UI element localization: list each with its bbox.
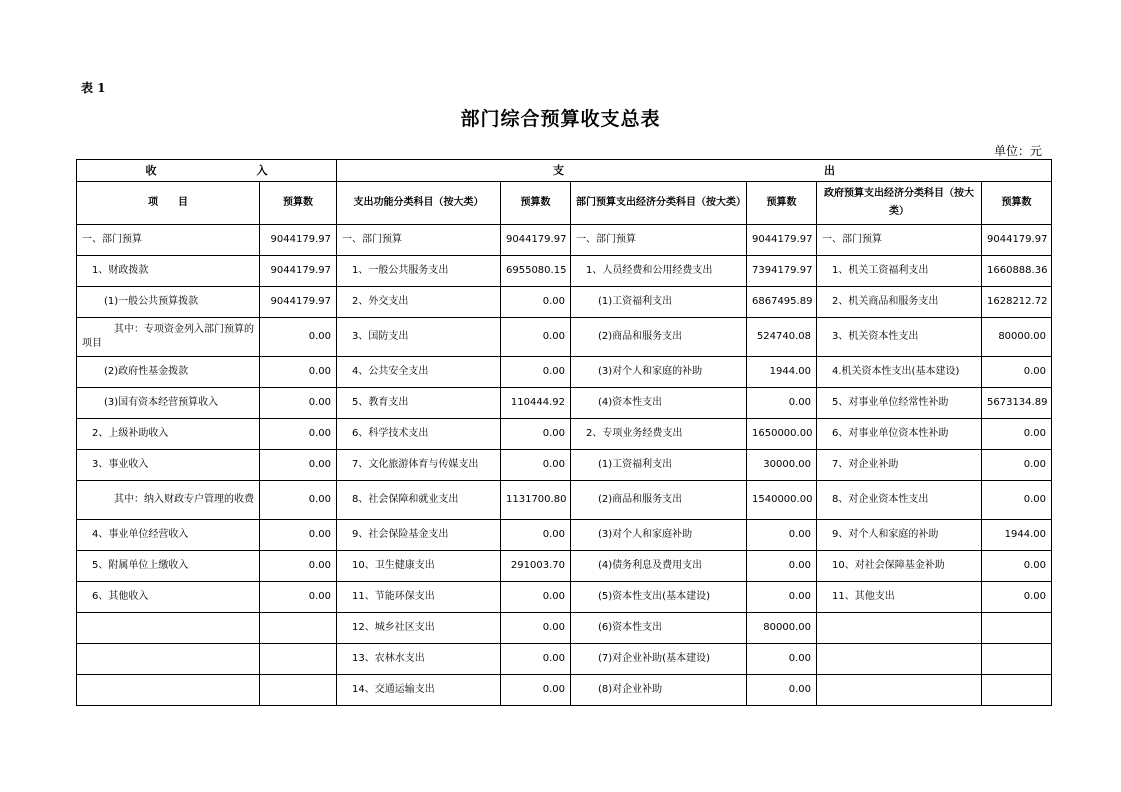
income-budget: 0.00 xyxy=(260,582,337,613)
header-dept-economic-category: 部门预算支出经济分类科目（按大类） xyxy=(571,182,747,225)
table-row xyxy=(77,582,1052,613)
income-budget: 0.00 xyxy=(260,450,337,481)
functional-budget: 9044179.97 xyxy=(501,225,571,256)
functional-item: 7、文化旅游体育与传媒支出 xyxy=(337,450,501,481)
income-budget: 0.00 xyxy=(260,388,337,419)
income-item: (2)政府性基金拨款 xyxy=(77,357,260,388)
dept-economic-budget: 0.00 xyxy=(747,551,817,582)
gov-economic-item: 9、对个人和家庭的补助 xyxy=(817,520,982,551)
dept-economic-budget: 7394179.97 xyxy=(747,256,817,287)
functional-item: 2、外交支出 xyxy=(337,287,501,318)
budget-summary-table xyxy=(76,159,1052,706)
dept-economic-item: (3)对个人和家庭补助 xyxy=(571,520,747,551)
income-budget xyxy=(260,613,337,644)
income-item xyxy=(77,613,260,644)
dept-economic-budget: 1650000.00 xyxy=(747,419,817,450)
table-row xyxy=(77,613,1052,644)
functional-item: 14、交通运输支出 xyxy=(337,675,501,706)
income-item: 4、事业单位经营收入 xyxy=(77,520,260,551)
table-row xyxy=(77,419,1052,450)
income-budget: 0.00 xyxy=(260,481,337,520)
income-item: 3、事业收入 xyxy=(77,450,260,481)
table-row xyxy=(77,644,1052,675)
income-item: (3)国有资本经营预算收入 xyxy=(77,388,260,419)
dept-economic-budget: 0.00 xyxy=(747,582,817,613)
functional-item: 8、社会保障和就业支出 xyxy=(337,481,501,520)
functional-budget: 1131700.80 xyxy=(501,481,571,520)
gov-economic-budget: 1660888.36 xyxy=(982,256,1052,287)
dept-economic-item: (2)商品和服务支出 xyxy=(571,318,747,357)
gov-economic-item: 11、其他支出 xyxy=(817,582,982,613)
functional-budget: 0.00 xyxy=(501,675,571,706)
gov-economic-budget xyxy=(982,675,1052,706)
table-row xyxy=(77,318,1052,357)
dept-economic-item: 2、专项业务经费支出 xyxy=(571,419,747,450)
dept-economic-item: (4)资本性支出 xyxy=(571,388,747,419)
gov-economic-budget: 1944.00 xyxy=(982,520,1052,551)
gov-economic-budget: 0.00 xyxy=(982,551,1052,582)
table-row xyxy=(77,551,1052,582)
income-item: 其中：纳入财政专户管理的收费 xyxy=(77,481,260,520)
gov-economic-budget: 5673134.89 xyxy=(982,388,1052,419)
gov-economic-item: 10、对社会保障基金补助 xyxy=(817,551,982,582)
gov-economic-budget: 0.00 xyxy=(982,481,1052,520)
gov-economic-budget xyxy=(982,613,1052,644)
dept-economic-item: (8)对企业补助 xyxy=(571,675,747,706)
gov-economic-budget: 0.00 xyxy=(982,582,1052,613)
income-item: 6、其他收入 xyxy=(77,582,260,613)
income-budget: 0.00 xyxy=(260,357,337,388)
gov-economic-item: 7、对企业补助 xyxy=(817,450,982,481)
functional-budget: 0.00 xyxy=(501,520,571,551)
gov-economic-item xyxy=(817,675,982,706)
gov-economic-item: 2、机关商品和服务支出 xyxy=(817,287,982,318)
section-header-row xyxy=(77,160,1052,182)
gov-economic-item: 5、对事业单位经常性补助 xyxy=(817,388,982,419)
expense-section-header xyxy=(337,160,1052,182)
functional-item: 一、部门预算 xyxy=(337,225,501,256)
header-gov-economic-category: 政府预算支出经济分类科目（按大类） xyxy=(817,182,982,225)
table-row xyxy=(77,388,1052,419)
dept-economic-budget: 0.00 xyxy=(747,520,817,551)
gov-economic-budget: 0.00 xyxy=(982,450,1052,481)
dept-economic-item: (1)工资福利支出 xyxy=(571,450,747,481)
income-budget: 9044179.97 xyxy=(260,256,337,287)
income-item xyxy=(77,644,260,675)
income-budget: 0.00 xyxy=(260,318,337,357)
functional-item: 5、教育支出 xyxy=(337,388,501,419)
functional-item: 12、城乡社区支出 xyxy=(337,613,501,644)
dept-economic-item: (6)资本性支出 xyxy=(571,613,747,644)
table-row xyxy=(77,481,1052,520)
unit-label: 单位：元 xyxy=(993,144,1042,158)
table-row xyxy=(77,225,1052,256)
gov-economic-budget: 0.00 xyxy=(982,419,1052,450)
income-budget xyxy=(260,675,337,706)
page-title: 部门综合预算收支总表 xyxy=(460,108,661,130)
header-item: 项 目 xyxy=(77,182,260,225)
gov-economic-item: 4.机关资本性支出(基本建设) xyxy=(817,357,982,388)
gov-economic-item xyxy=(817,613,982,644)
header-functional-category: 支出功能分类科目（按大类） xyxy=(337,182,501,225)
table-row xyxy=(77,287,1052,318)
income-budget: 0.00 xyxy=(260,419,337,450)
income-budget: 0.00 xyxy=(260,551,337,582)
dept-economic-budget: 0.00 xyxy=(747,675,817,706)
functional-budget: 0.00 xyxy=(501,644,571,675)
income-item: 一、部门预算 xyxy=(77,225,260,256)
dept-economic-budget: 6867495.89 xyxy=(747,287,817,318)
dept-economic-item: 一、部门预算 xyxy=(571,225,747,256)
functional-item: 10、卫生健康支出 xyxy=(337,551,501,582)
table-row xyxy=(77,357,1052,388)
dept-economic-item: (5)资本性支出(基本建设) xyxy=(571,582,747,613)
table-number: 表 1 xyxy=(81,81,106,95)
income-budget: 9044179.97 xyxy=(260,225,337,256)
functional-budget: 0.00 xyxy=(501,582,571,613)
gov-economic-item: 6、对事业单位资本性补助 xyxy=(817,419,982,450)
table-row xyxy=(77,450,1052,481)
functional-item: 3、国防支出 xyxy=(337,318,501,357)
functional-budget: 110444.92 xyxy=(501,388,571,419)
functional-item: 13、农林水支出 xyxy=(337,644,501,675)
functional-item: 4、公共安全支出 xyxy=(337,357,501,388)
gov-economic-budget: 0.00 xyxy=(982,357,1052,388)
table-row xyxy=(77,675,1052,706)
functional-item: 11、节能环保支出 xyxy=(337,582,501,613)
functional-budget: 0.00 xyxy=(501,357,571,388)
functional-budget: 0.00 xyxy=(501,450,571,481)
functional-budget: 0.00 xyxy=(501,613,571,644)
dept-economic-budget: 1944.00 xyxy=(747,357,817,388)
header-budget-income: 预算数 xyxy=(260,182,337,225)
gov-economic-budget xyxy=(982,644,1052,675)
income-section-char-2: 入 xyxy=(256,163,268,177)
income-budget: 0.00 xyxy=(260,520,337,551)
gov-economic-item xyxy=(817,644,982,675)
income-item: 5、附属单位上缴收入 xyxy=(77,551,260,582)
expense-section-char-1: 支 xyxy=(553,163,565,177)
functional-budget: 0.00 xyxy=(501,419,571,450)
income-item: 其中：专项资金列入部门预算的项目 xyxy=(77,318,260,357)
dept-economic-item: 1、人员经费和公用经费支出 xyxy=(571,256,747,287)
dept-economic-item: (7)对企业补助(基本建设) xyxy=(571,644,747,675)
header-budget-functional: 预算数 xyxy=(501,182,571,225)
gov-economic-item: 1、机关工资福利支出 xyxy=(817,256,982,287)
income-budget: 9044179.97 xyxy=(260,287,337,318)
income-section-char-1: 收 xyxy=(145,163,157,177)
gov-economic-item: 一、部门预算 xyxy=(817,225,982,256)
dept-economic-budget: 1540000.00 xyxy=(747,481,817,520)
gov-economic-item: 8、对企业资本性支出 xyxy=(817,481,982,520)
dept-economic-budget: 9044179.97 xyxy=(747,225,817,256)
gov-economic-budget: 1628212.72 xyxy=(982,287,1052,318)
functional-budget: 0.00 xyxy=(501,318,571,357)
header-budget-gov: 预算数 xyxy=(982,182,1052,225)
functional-budget: 291003.70 xyxy=(501,551,571,582)
dept-economic-budget: 0.00 xyxy=(747,388,817,419)
dept-economic-budget: 30000.00 xyxy=(747,450,817,481)
dept-economic-budget: 0.00 xyxy=(747,644,817,675)
functional-item: 6、科学技术支出 xyxy=(337,419,501,450)
header-budget-dept: 预算数 xyxy=(747,182,817,225)
expense-section-char-2: 出 xyxy=(824,163,836,177)
gov-economic-item: 3、机关资本性支出 xyxy=(817,318,982,357)
income-item xyxy=(77,675,260,706)
gov-economic-budget: 9044179.97 xyxy=(982,225,1052,256)
dept-economic-item: (1)工资福利支出 xyxy=(571,287,747,318)
gov-economic-budget: 80000.00 xyxy=(982,318,1052,357)
functional-item: 9、社会保险基金支出 xyxy=(337,520,501,551)
dept-economic-budget: 80000.00 xyxy=(747,613,817,644)
functional-budget: 6955080.15 xyxy=(501,256,571,287)
functional-item: 1、一般公共服务支出 xyxy=(337,256,501,287)
table-row xyxy=(77,520,1052,551)
dept-economic-item: (2)商品和服务支出 xyxy=(571,481,747,520)
column-header-row xyxy=(77,182,1052,225)
income-item: 1、财政拨款 xyxy=(77,256,260,287)
table-row xyxy=(77,256,1052,287)
income-section-header xyxy=(77,160,337,182)
income-item: 2、上级补助收入 xyxy=(77,419,260,450)
dept-economic-item: (4)债务利息及费用支出 xyxy=(571,551,747,582)
functional-budget: 0.00 xyxy=(501,287,571,318)
income-budget xyxy=(260,644,337,675)
income-item: (1)一般公共预算拨款 xyxy=(77,287,260,318)
dept-economic-item: (3)对个人和家庭的补助 xyxy=(571,357,747,388)
dept-economic-budget: 524740.08 xyxy=(747,318,817,357)
